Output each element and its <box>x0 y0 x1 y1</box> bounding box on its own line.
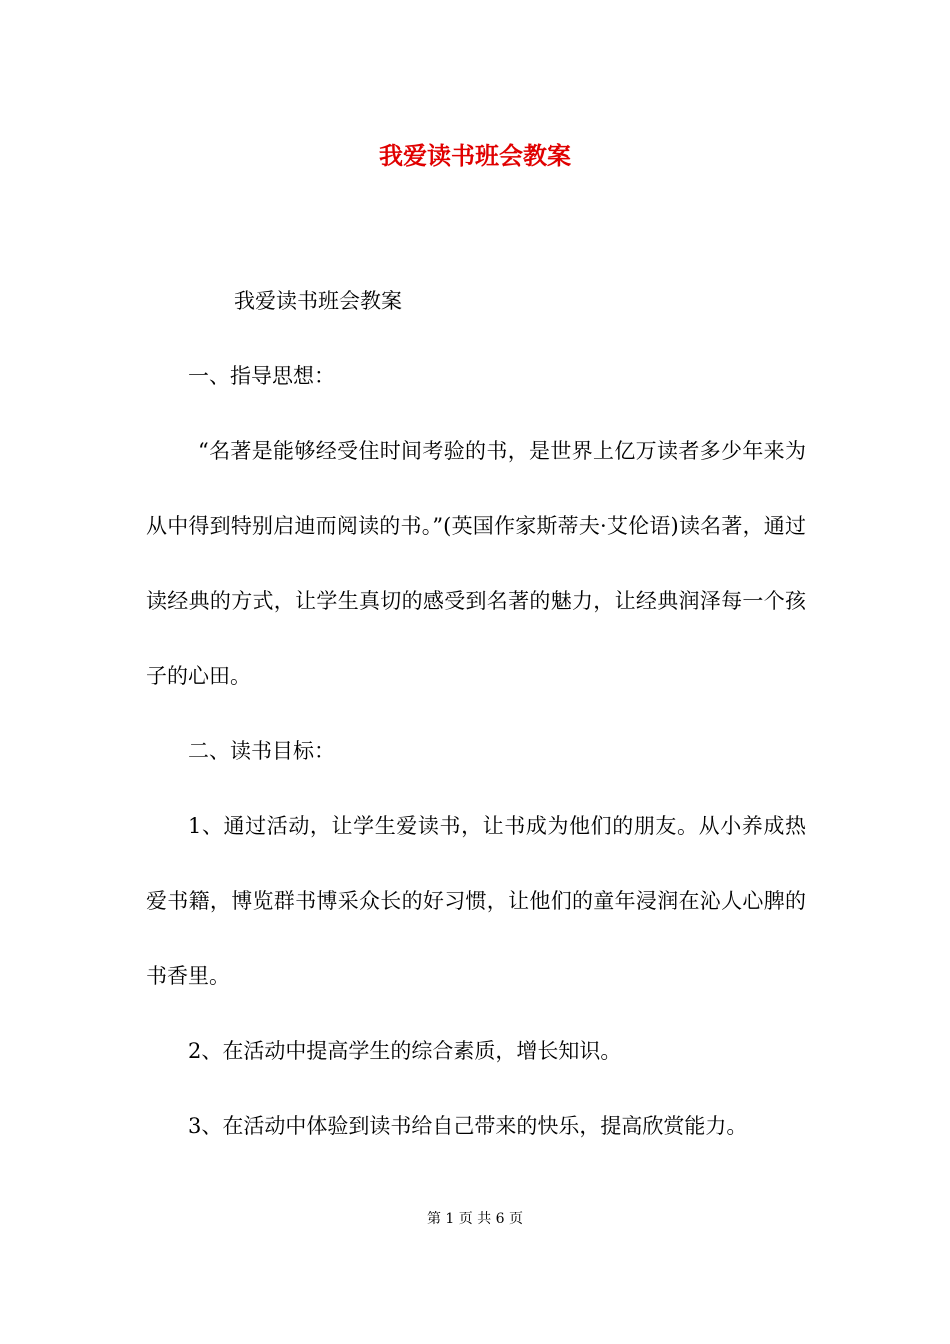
footer-prefix: 第 <box>426 1211 441 1227</box>
paragraph-quote: “名著是能够经受住时间考验的书，是世界上亿万读者多少年来为从中得到特别启迪而阅读的书。”(英国作家斯蒂夫·艾伦语)读名著，通过读经典的方式，让学生真切的感受到名著的魅力，让经典润泽每一个孩子的心田。 <box>146 439 806 688</box>
goal-item-1: 1、通过活动，让学生爱读书，让书成为他们的朋友。从小养成热爱书籍，博览群书博采众长的好习惯，让他们的童年浸润在沁人心脾的书香里。 <box>146 814 806 988</box>
page-number-footer <box>0 1208 950 1228</box>
section-heading-guiding-thought: 一、指导思想： <box>188 364 335 388</box>
footer-suffix: 页 <box>509 1211 524 1227</box>
footer-mid: 页 共 <box>458 1211 492 1227</box>
footer-total-pages: 6 <box>495 1211 505 1227</box>
section-heading-reading-goals: 二、读书目标： <box>188 739 335 763</box>
goal-item-2: 2、在活动中提高学生的综合素质，增长知识。 <box>188 1039 622 1063</box>
document-body <box>146 264 806 1164</box>
goal-item-3: 3、在活动中体验到读书给自己带来的快乐，提高欣赏能力。 <box>188 1114 748 1138</box>
footer-current-page: 1 <box>445 1211 455 1227</box>
body-heading: 我爱读书班会教案 <box>234 289 402 313</box>
document-title: 我爱读书班会教案 <box>379 141 571 170</box>
